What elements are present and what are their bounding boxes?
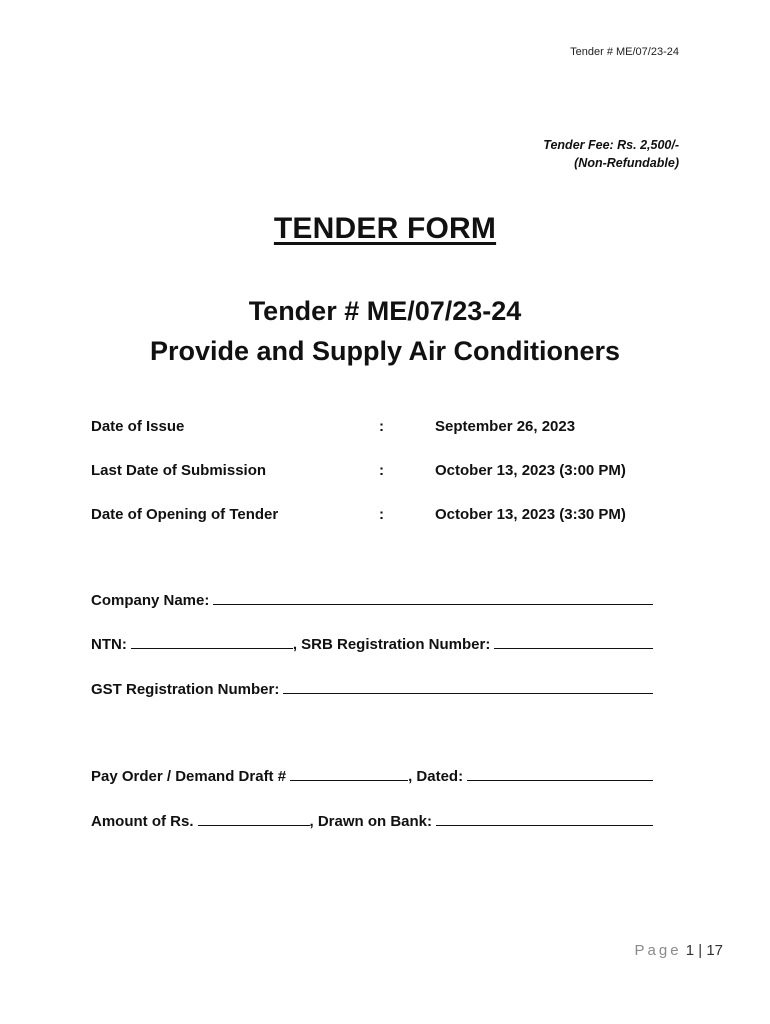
- drawn-on-label: , Drawn on Bank:: [309, 813, 433, 830]
- tender-number: Tender # ME/07/23-24: [248, 296, 522, 326]
- gst-blank[interactable]: [283, 679, 653, 694]
- page-total: 17: [706, 942, 723, 959]
- ntn-blank[interactable]: [131, 634, 293, 649]
- gst-line: [91, 679, 653, 698]
- date-colon: :: [379, 462, 384, 479]
- company-name-label: Company Name:: [91, 592, 210, 609]
- page-number-footer: [635, 942, 724, 959]
- date-value: October 13, 2023 (3:00 PM): [435, 462, 626, 479]
- date-label: Date of Opening of Tender: [91, 506, 279, 523]
- date-label: Last Date of Submission: [91, 462, 267, 479]
- tender-fee-block: [543, 136, 679, 172]
- dated-blank[interactable]: [467, 766, 653, 781]
- date-row-issue: [91, 418, 691, 462]
- tender-fee-amount: Tender Fee: Rs. 2,500/-: [543, 138, 679, 152]
- header-tender-reference: Tender # ME/07/23-24: [570, 46, 679, 58]
- ntn-srb-line: [91, 634, 653, 653]
- amount-label: Amount of Rs.: [91, 813, 194, 830]
- date-row-submission: [91, 462, 691, 506]
- amount-line: [91, 811, 653, 830]
- tender-fee-note: (Non-Refundable): [574, 156, 679, 170]
- dates-table: [91, 418, 691, 550]
- ntn-label: NTN:: [91, 636, 127, 653]
- srb-blank[interactable]: [494, 634, 653, 649]
- pay-order-label: Pay Order / Demand Draft #: [91, 768, 287, 785]
- srb-label: , SRB Registration Number:: [292, 636, 491, 653]
- pay-order-line: [91, 766, 653, 785]
- drawn-on-blank[interactable]: [436, 811, 653, 826]
- amount-blank[interactable]: [198, 811, 310, 826]
- company-name-blank[interactable]: [213, 590, 653, 605]
- date-label: Date of Issue: [91, 418, 185, 435]
- tender-subject: Provide and Supply Air Conditioners: [149, 336, 621, 366]
- date-colon: :: [379, 418, 384, 435]
- date-colon: :: [379, 506, 384, 523]
- date-value: October 13, 2023 (3:30 PM): [435, 506, 626, 523]
- date-row-opening: [91, 506, 691, 550]
- gst-label: GST Registration Number:: [91, 681, 280, 698]
- page-current: 1: [685, 942, 695, 959]
- pay-order-blank[interactable]: [290, 766, 408, 781]
- page-separator: |: [698, 942, 703, 959]
- page-word: Page: [634, 942, 682, 959]
- dated-label: , Dated:: [408, 768, 464, 785]
- company-name-line: [91, 590, 653, 609]
- date-value: September 26, 2023: [435, 418, 576, 435]
- form-title: TENDER FORM: [273, 212, 497, 245]
